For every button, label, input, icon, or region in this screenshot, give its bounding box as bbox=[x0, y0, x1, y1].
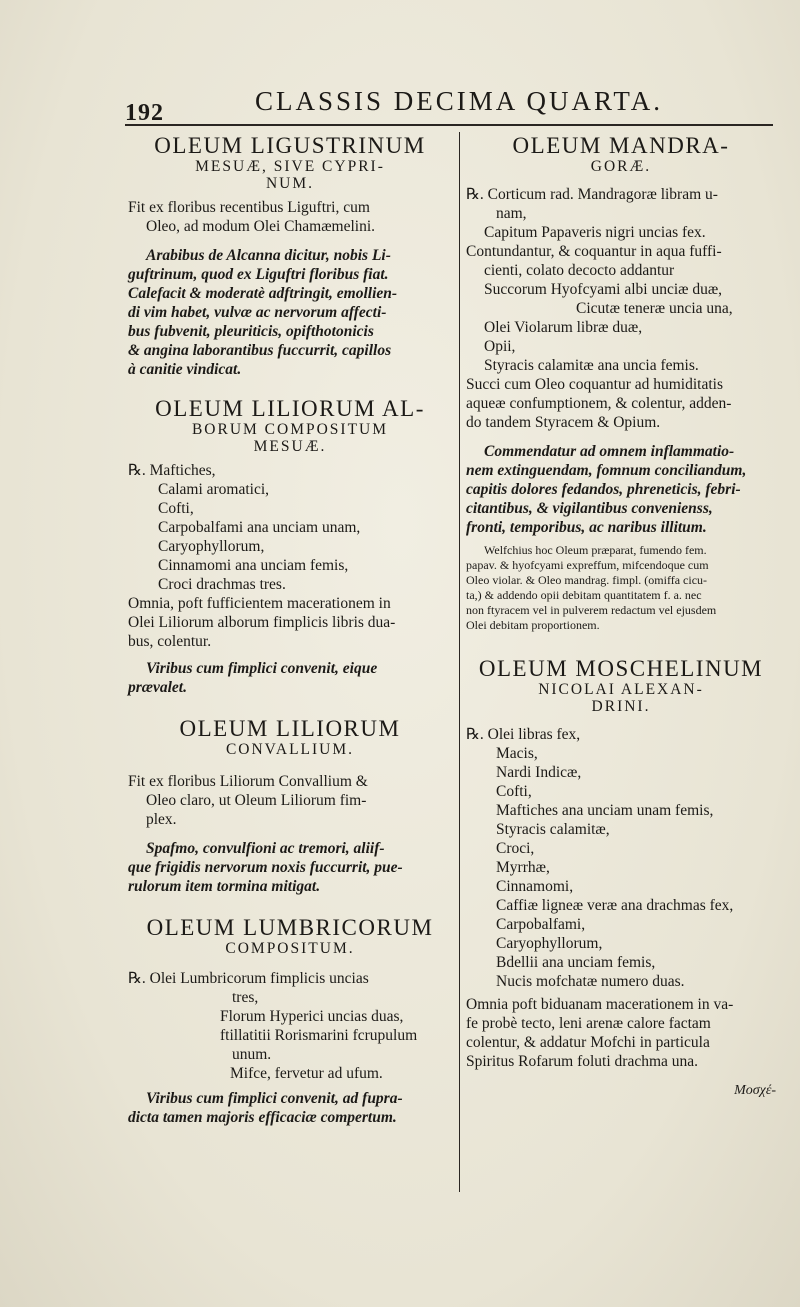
note-line: Welfchius hoc Oleum præparat, fumendo fem. bbox=[484, 543, 707, 557]
recipe-line: ftillatitii Rorismarini fcrupulum bbox=[220, 1027, 418, 1044]
section-title: OLEUM MOSCHELINUM bbox=[478, 656, 764, 681]
column-rule bbox=[459, 132, 460, 1192]
italic-line: dicta tamen majoris efficaciæ compertum. bbox=[128, 1109, 397, 1126]
section-oleum-liliorum-convallium bbox=[128, 717, 452, 896]
section-subtitle: CONVALLIUM. bbox=[225, 741, 355, 758]
recipe-line: ℞. Olei libras fex, bbox=[466, 726, 581, 743]
text-line: Succi cum Oleo coquantur ad humiditatis bbox=[466, 376, 723, 393]
italic-line: Viribus cum fimplici convenit, ad fupra- bbox=[146, 1090, 403, 1107]
recipe-line: Caryophyllorum, bbox=[496, 935, 603, 952]
recipe-line: Cofti, bbox=[496, 783, 532, 800]
italic-line: à canitie vindicat. bbox=[128, 361, 242, 378]
italic-line: Commendatur ad omnem inflammatio- bbox=[484, 443, 735, 460]
italic-line: & angina laborantibus fuccurrit, capillos bbox=[128, 342, 392, 359]
section-subtitle: COMPOSITUM. bbox=[225, 940, 355, 957]
recipe-line: Myrrhæ, bbox=[496, 859, 550, 876]
section-subtitle: MESUÆ, SIVE CYPRI- bbox=[195, 158, 385, 175]
section-subtitle: BORUM COMPOSITUM bbox=[191, 421, 389, 438]
recipe-line: Caryophyllorum, bbox=[158, 538, 265, 555]
recipe-line: Styracis calamitæ ana uncia femis. bbox=[484, 357, 699, 374]
catchword: Μοσχέ- bbox=[734, 1083, 776, 1098]
recipe-line: Carpobalfami ana unciam unam, bbox=[158, 519, 361, 536]
text-line: do tandem Styracem & Opium. bbox=[466, 414, 661, 431]
header-rule bbox=[125, 124, 773, 126]
recipe-line: Florum Hyperici uncias duas, bbox=[220, 1008, 404, 1025]
italic-line: prævalet. bbox=[128, 679, 187, 696]
italic-line: Viribus cum fimplici convenit, eique bbox=[146, 660, 378, 677]
section-title: OLEUM LIGUSTRINUM bbox=[154, 133, 426, 158]
recipe-line: Macis, bbox=[496, 745, 538, 762]
note-line: Oleo violar. & Oleo mandrag. fimpl. (omiffa cicu- bbox=[466, 573, 708, 587]
recipe-line: Styracis calamitæ, bbox=[496, 821, 610, 838]
section-oleum-liliorum-alborum bbox=[128, 397, 452, 697]
note-line: papav. & hyofcyami expreffum, mifcendoque cum bbox=[466, 558, 709, 572]
recipe-line: Nucis mofchatæ numero duas. bbox=[496, 973, 685, 990]
text-line: plex. bbox=[146, 811, 177, 828]
page-number: 192 bbox=[125, 100, 164, 126]
text-line: Oleo claro, ut Oleum Liliorum fim- bbox=[146, 792, 367, 809]
text-line: Spiritus Rofarum foluti drachma una. bbox=[466, 1053, 699, 1070]
recipe-line: nam, bbox=[496, 205, 527, 222]
section-subtitle: NICOLAI ALEXAN- bbox=[538, 681, 704, 698]
italic-line: nem extinguendam, fomnum conciliandum, bbox=[466, 462, 747, 479]
recipe-line: Mifce, fervetur ad ufum. bbox=[230, 1065, 383, 1082]
recipe-line: Croci, bbox=[496, 840, 535, 857]
text-line: Omnia, poft fufficientem macerationem in bbox=[128, 595, 391, 612]
note-line: Olei debitam proportionem. bbox=[466, 618, 600, 632]
text-line: fe probè tecto, leni arenæ calore factam bbox=[466, 1015, 711, 1032]
recipe-line: ℞. Corticum rad. Mandragoræ libram u- bbox=[466, 186, 718, 203]
recipe-line: Succorum Hyofcyami albi unciæ duæ, bbox=[484, 281, 723, 298]
italic-line: que frigidis nervorum noxis fuccurrit, pue- bbox=[128, 859, 403, 876]
recipe-line: Bdellii ana unciam femis, bbox=[496, 954, 656, 971]
text-line: Fit ex floribus recentibus Liguftri, cum bbox=[128, 199, 370, 216]
recipe-line: Nardi Indicæ, bbox=[496, 764, 582, 781]
recipe-line: unum. bbox=[232, 1046, 272, 1063]
text-line: Contundantur, & coquantur in aqua fuffi- bbox=[466, 243, 722, 260]
recipe-line: ℞. Maftiches, bbox=[128, 462, 216, 479]
section-title: OLEUM LUMBRICORUM bbox=[146, 915, 434, 940]
recipe-line: Capitum Papaveris nigri uncias fex. bbox=[484, 224, 706, 241]
recipe-line: Cofti, bbox=[158, 500, 194, 517]
recipe-line: Cicutæ teneræ uncia una, bbox=[576, 300, 733, 317]
section-oleum-mandragorae bbox=[466, 134, 776, 633]
text-line: cienti, colato decocto addantur bbox=[484, 262, 675, 279]
italic-line: Spafmo, convulfioni ac tremori, aliif- bbox=[146, 840, 385, 857]
section-subtitle: MESUÆ. bbox=[253, 438, 327, 455]
text-line: Olei Liliorum alborum fimplicis libris dua- bbox=[128, 614, 396, 631]
note-line: ta,) & addendo opii debitam quantitatem f. a. nec bbox=[466, 588, 702, 602]
italic-line: di vim habet, vulvæ ac nervorum affecti- bbox=[128, 304, 387, 321]
section-title: OLEUM LILIORUM AL- bbox=[155, 396, 425, 421]
italic-line: guftrinum, quod ex Liguftri floribus fiat. bbox=[128, 266, 389, 283]
recipe-line: Opii, bbox=[484, 338, 516, 355]
text-line: Oleo, ad modum Olei Chamæmelini. bbox=[146, 218, 376, 235]
section-subtitle: GORÆ. bbox=[590, 158, 652, 175]
italic-line: bus fubvenit, pleuriticis, opifthotonicis bbox=[128, 323, 374, 340]
section-oleum-lumbricorum bbox=[128, 916, 452, 1127]
section-subtitle: NUM. bbox=[265, 175, 315, 192]
italic-line: citantibus, & vigilantibus convenienss, bbox=[466, 500, 713, 517]
italic-line: rulorum item tormina mitigat. bbox=[128, 878, 321, 895]
italic-line: fronti, temporibus, ac naribus illitum. bbox=[466, 519, 707, 536]
text-line: aqueæ confumptionem, & colentur, adden- bbox=[466, 395, 732, 412]
italic-line: capitis dolores fedandos, phreneticis, febri- bbox=[466, 481, 741, 498]
recipe-line: Calami aromatici, bbox=[158, 481, 270, 498]
text-line: colentur, & addatur Mofchi in particula bbox=[466, 1034, 710, 1051]
recipe-line: Cinnamomi, bbox=[496, 878, 574, 895]
text-line: Fit ex floribus Liliorum Convallium & bbox=[128, 773, 368, 790]
right-column bbox=[466, 134, 776, 1099]
recipe-line: Olei Violarum libræ duæ, bbox=[484, 319, 643, 336]
recipe-line: Croci drachmas tres. bbox=[158, 576, 286, 593]
recipe-line: Maftiches ana unciam unam femis, bbox=[496, 802, 714, 819]
section-oleum-moschelinum bbox=[466, 657, 776, 1071]
text-line: bus, colentur. bbox=[128, 633, 212, 650]
note-line: non ftyracem vel in pulverem redactum vel ejusdem bbox=[466, 603, 717, 617]
italic-line: Arabibus de Alcanna dicitur, nobis Li- bbox=[146, 247, 391, 264]
section-title: OLEUM MANDRA- bbox=[512, 133, 730, 158]
recipe-line: Carpobalfami, bbox=[496, 916, 586, 933]
recipe-line: Cinnamomi ana unciam femis, bbox=[158, 557, 349, 574]
section-subtitle: DRINI. bbox=[591, 698, 651, 715]
text-line: Omnia poft biduanam macerationem in va- bbox=[466, 996, 734, 1013]
page-header bbox=[125, 82, 775, 126]
italic-line: Calefacit & moderatè adftringit, emollien- bbox=[128, 285, 398, 302]
recipe-line: Caffiæ ligneæ veræ ana drachmas fex, bbox=[496, 897, 734, 914]
running-head: CLASSIS DECIMA QUARTA. bbox=[255, 86, 664, 116]
left-column bbox=[128, 134, 452, 1127]
section-oleum-ligustrinum bbox=[128, 134, 452, 379]
section-title: OLEUM LILIORUM bbox=[179, 716, 401, 741]
recipe-line: tres, bbox=[232, 989, 259, 1006]
recipe-line: ℞. Olei Lumbricorum fimplicis uncias bbox=[128, 970, 369, 987]
